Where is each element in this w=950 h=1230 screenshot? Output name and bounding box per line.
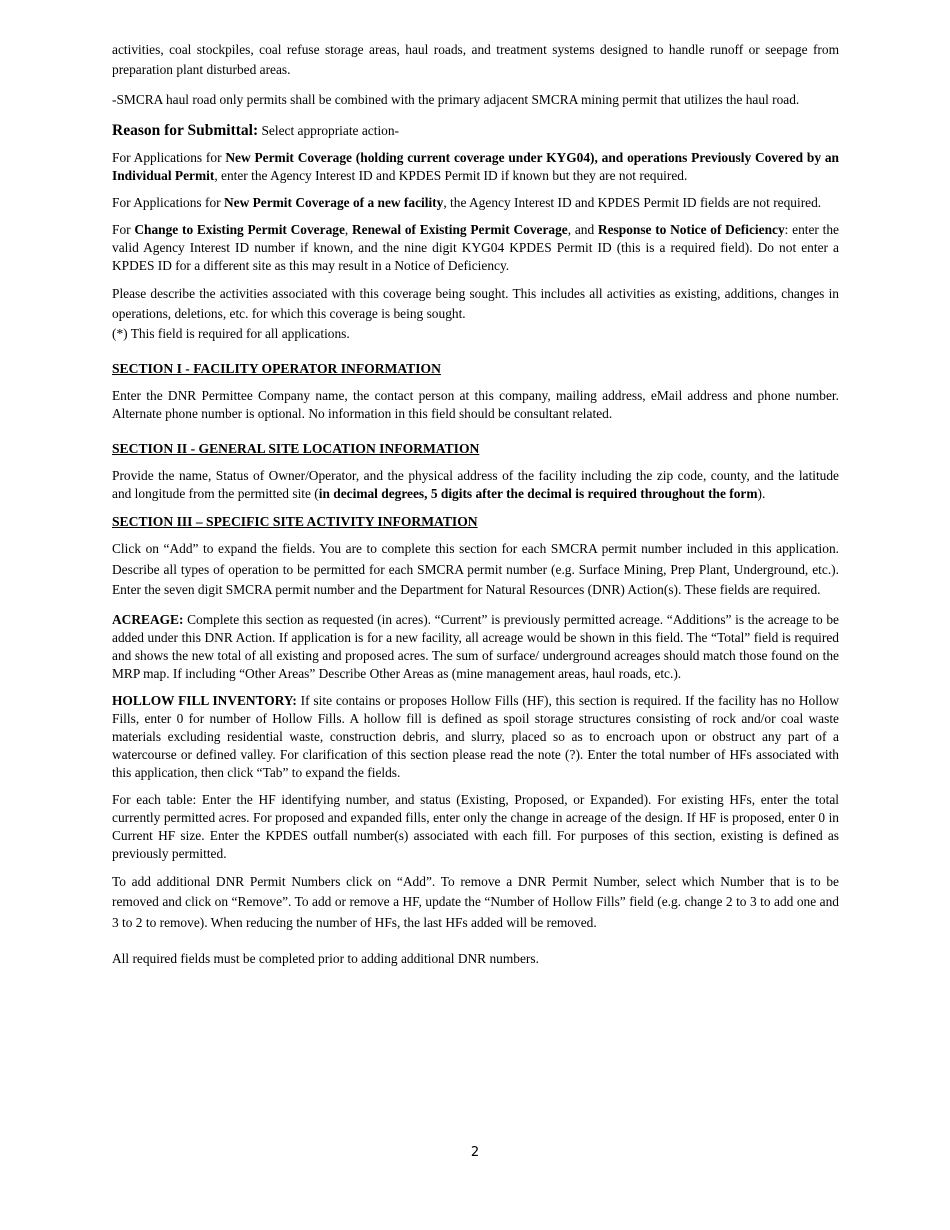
bold-run: New Permit Coverage (holding current coverage under KYG04), and operations Previously Covered by an Individual Permit — [112, 150, 840, 183]
reason-subtitle: Select appropriate action- — [258, 123, 400, 138]
reason-for-submittal — [112, 121, 839, 141]
paragraph-acreage — [112, 611, 839, 683]
paragraph-add-remove: To add additional DNR Permit Numbers click on “Add”. To remove a DNR Permit Number, select which Number that is to be removed and click on “Remove”. To add or remove a HF, update the “Number of Hollow Fills” field (e.g. change 2 to 3 to add one and 3 to 2 to remove). When reducing the number of HFs, the last HFs added will be removed. — [112, 873, 839, 930]
text-run: For Applications for — [112, 195, 224, 210]
paragraph-new-permit-coverage — [112, 149, 839, 185]
paragraph-describe-activities: Please describe the activities associated with this coverage being sought. This includes all activities as existing, additions, changes in operations, deletions, etc. for which this coverage is being sought. — [112, 286, 839, 321]
section-1-title: SECTION I - FACILITY OPERATOR INFORMATION — [112, 361, 441, 376]
text-run: For — [112, 222, 135, 237]
paragraph-haul-road: -SMCRA haul road only permits shall be combined with the primary adjacent SMCRA mining permit that utilizes the haul road. — [112, 92, 800, 107]
paragraph-required-fields: All required fields must be completed prior to adding additional DNR numbers. — [112, 951, 539, 966]
bold-run: in decimal degrees, 5 digits after the decimal is required throughout the form — [318, 486, 758, 501]
acreage-label: ACREAGE: — [112, 611, 184, 627]
text-run: For Applications for — [112, 150, 226, 165]
text-run: Complete this section as requested (in acres). “Current” is previously permitted acreage. “Additions” is the acreage to be added under this DNR Action. If application is for a new facility, all acreage would be shown in this field. The “Total” field is required and shows the new total of all existing and proposed acres. The sum of surface/ underground acreages should match those found on the MRP map. If including “Other Areas” Describe Other Areas as (mine management areas, haul roads, etc.). — [112, 611, 839, 681]
text-run: , and — [567, 222, 598, 237]
bold-run: New Permit Coverage of a new facility — [223, 195, 444, 210]
bold-run: Response to Notice of Deficiency — [597, 222, 785, 237]
text-run: If site contains or proposes Hollow Fills (HF), this section is required. If the facility has no Hollow Fills, enter 0 for number of Hollow Fills. A hollow fill is defined as spoil storage structures consisting of rock and/or coal waste materials excluding residential waste, construction debris, and slurry, placed so as to encroach upon or obstruct any part of a watercourse or defined valley. For clarification of this section please read the note (?). Enter the total number of HFs associated with this application, then click “Tab” to expand the fields. — [112, 692, 839, 780]
paragraph-required-note: (*) This field is required for all applications. — [112, 326, 350, 341]
section-2-title: SECTION II - GENERAL SITE LOCATION INFORMATION — [112, 441, 480, 456]
section-1-body: Enter the DNR Permittee Company name, the contact person at this company, mailing address, eMail address and phone number. Alternate phone number is optional. No information in this field should be consultant related. — [112, 388, 839, 421]
paragraph-hollow-fill — [112, 692, 839, 782]
paragraph-activities: activities, coal stockpiles, coal refuse storage areas, haul roads, and treatment systems designed to handle runoff or seepage from preparation plant disturbed areas. — [112, 42, 839, 77]
text-run: , — [344, 222, 352, 237]
paragraph-new-facility — [112, 194, 839, 212]
section-3-body: Click on “Add” to expand the fields. You are to complete this section for each SMCRA permit number included in this application. Describe all types of operation to be permitted for each SMCRA permit number (e.g. Surface Mining, Prep Plant, Underground, etc.). Enter the seven digit SMCRA permit number and the Department for Natural Resources (DNR) Action(s). These fields are required. — [112, 541, 839, 597]
text-run: , enter the Agency Interest ID and KPDES Permit ID if known but they are not required. — [214, 168, 688, 183]
text-run: ). — [757, 486, 766, 501]
hollow-fill-label: HOLLOW FILL INVENTORY: — [112, 692, 297, 708]
paragraph-each-table: For each table: Enter the HF identifying number, and status (Existing, Proposed, or Expanded). For existing HFs, enter the total currently permitted acres. For proposed and expanded fills, enter only the change in acreage of the design. If HF is proposed, enter 0 in Current HF size. Enter the KPDES outfall number(s) associated with each fill. For purposes of this section, existing is defined as previously permitted. — [112, 791, 839, 861]
section-2-body — [112, 467, 839, 503]
text-run: Provide the name, Status of Owner/Operator, and the physical address of the facility including the zip code, county, and the latitude and longitude from the permitted site ( — [112, 468, 839, 501]
document-page — [112, 40, 839, 968]
bold-run: Change to Existing Permit Coverage — [134, 222, 345, 237]
reason-title: Reason for Submittal: — [112, 122, 259, 139]
bold-run: Renewal of Existing Permit Coverage — [352, 222, 568, 237]
text-run: : enter the valid Agency Interest ID number if known, and the nine digit KYG04 KPDES Permit ID (this is a required field). Do not enter a KPDES ID for a different site as this may result in a Notice of Deficiency. — [112, 222, 839, 273]
text-run: , the Agency Interest ID and KPDES Permit ID fields are not required. — [443, 195, 822, 210]
paragraph-change-existing — [112, 221, 839, 275]
section-3-title: SECTION III – SPECIFIC SITE ACTIVITY INFORMATION — [112, 514, 478, 529]
page-number: 2 — [470, 1145, 480, 1160]
